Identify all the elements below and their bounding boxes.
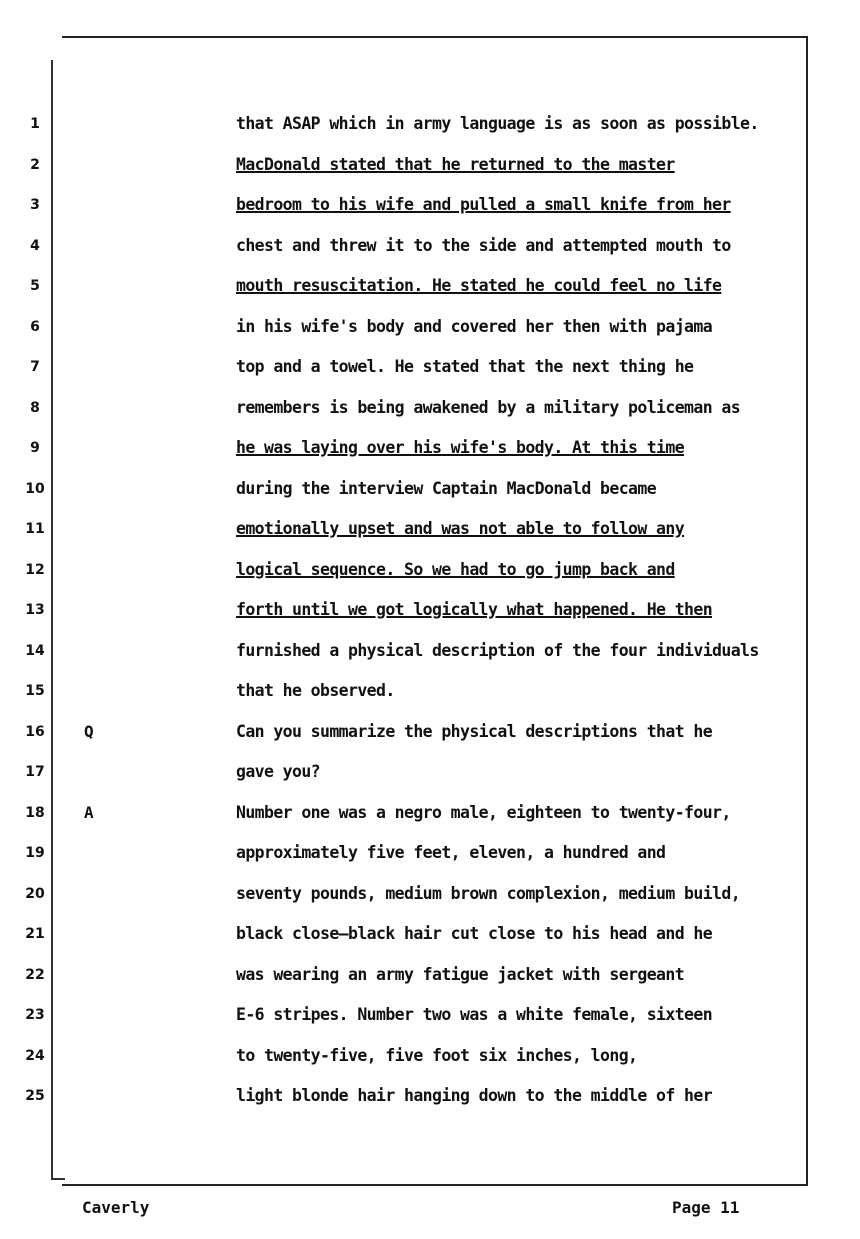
line-number: 25 bbox=[25, 1088, 45, 1104]
transcript-line: E-6 stripes. Number two was a white female, sixteen bbox=[236, 1005, 713, 1024]
line-number: 13 bbox=[25, 602, 45, 618]
transcript-line: mouth resuscitation. He stated he could feel no life bbox=[236, 276, 722, 295]
transcript-line: logical sequence. So we had to go jump back and bbox=[236, 559, 675, 579]
line-number: 17 bbox=[25, 764, 45, 780]
line-number: 9 bbox=[30, 440, 40, 456]
line-number: 3 bbox=[30, 197, 40, 213]
transcript-line: in his wife's body and covered her then with pajama bbox=[236, 316, 713, 336]
line-number: 15 bbox=[25, 683, 45, 699]
transcript-line: top and a towel. He stated that the next thing he bbox=[236, 357, 694, 376]
transcript-line: MacDonald stated that he returned to the master bbox=[236, 154, 675, 174]
transcript-line: remembers is being awakened by a military policeman as bbox=[236, 397, 741, 417]
transcript-line: approximately five feet, eleven, a hundred and bbox=[236, 843, 666, 862]
line-number: 19 bbox=[25, 845, 45, 861]
transcript-line: seventy pounds, medium brown complexion, medium build, bbox=[236, 883, 741, 903]
line-number: 12 bbox=[25, 561, 45, 578]
transcript-line: chest and threw it to the side and attempted mouth to bbox=[236, 235, 731, 255]
line-number: 6 bbox=[30, 318, 40, 335]
line-number: 1 bbox=[30, 116, 40, 132]
line-number: 16 bbox=[25, 723, 45, 740]
line-number: 20 bbox=[25, 885, 45, 902]
line-number: 14 bbox=[25, 642, 45, 659]
line-number: 22 bbox=[25, 966, 45, 983]
transcript-line: during the interview Captain MacDonald became bbox=[236, 478, 657, 498]
line-number: 10 bbox=[25, 480, 45, 497]
line-number: 7 bbox=[30, 359, 40, 375]
line-number: 8 bbox=[30, 399, 40, 416]
reporter-name: Caverly bbox=[82, 1198, 150, 1217]
line-number: 2 bbox=[30, 156, 40, 173]
bottom-left-rule bbox=[51, 1178, 65, 1180]
transcript-line: forth until we got logically what happened. He then bbox=[236, 600, 713, 619]
line-number: 24 bbox=[25, 1047, 45, 1064]
line-number: 4 bbox=[30, 237, 40, 254]
transcript-line: that ASAP which in army language is as soon as possible. bbox=[236, 114, 759, 133]
left-margin-rule bbox=[51, 60, 53, 1180]
line-number: 18 bbox=[25, 804, 45, 821]
line-number: 21 bbox=[25, 926, 45, 942]
line-number: 11 bbox=[25, 521, 45, 537]
line-number: 5 bbox=[30, 278, 40, 294]
qa-label: Q bbox=[84, 721, 94, 741]
transcript-line: gave you? bbox=[236, 762, 321, 781]
transcript-line: emotionally upset and was not able to follow any bbox=[236, 519, 685, 538]
transcript-line: Can you summarize the physical descriptions that he bbox=[236, 721, 713, 741]
transcript-line: he was laying over his wife's body. At this time bbox=[236, 438, 685, 457]
transcript-line: black close—black hair cut close to his head and he bbox=[236, 924, 713, 943]
transcript-line: bedroom to his wife and pulled a small knife from her bbox=[236, 195, 731, 214]
transcript-line: to twenty-five, five foot six inches, long, bbox=[236, 1045, 638, 1065]
line-number: 23 bbox=[25, 1007, 45, 1023]
transcript-line: furnished a physical description of the four individuals bbox=[236, 640, 759, 660]
transcript-line: light blonde hair hanging down to the middle of her bbox=[236, 1086, 713, 1105]
transcript-line: was wearing an army fatigue jacket with sergeant bbox=[236, 964, 685, 984]
qa-label: A bbox=[84, 802, 94, 822]
page-number: Page 11 bbox=[672, 1198, 740, 1217]
transcript-line: that he observed. bbox=[236, 681, 395, 700]
transcript-line: Number one was a negro male, eighteen to twenty-four, bbox=[236, 802, 731, 822]
